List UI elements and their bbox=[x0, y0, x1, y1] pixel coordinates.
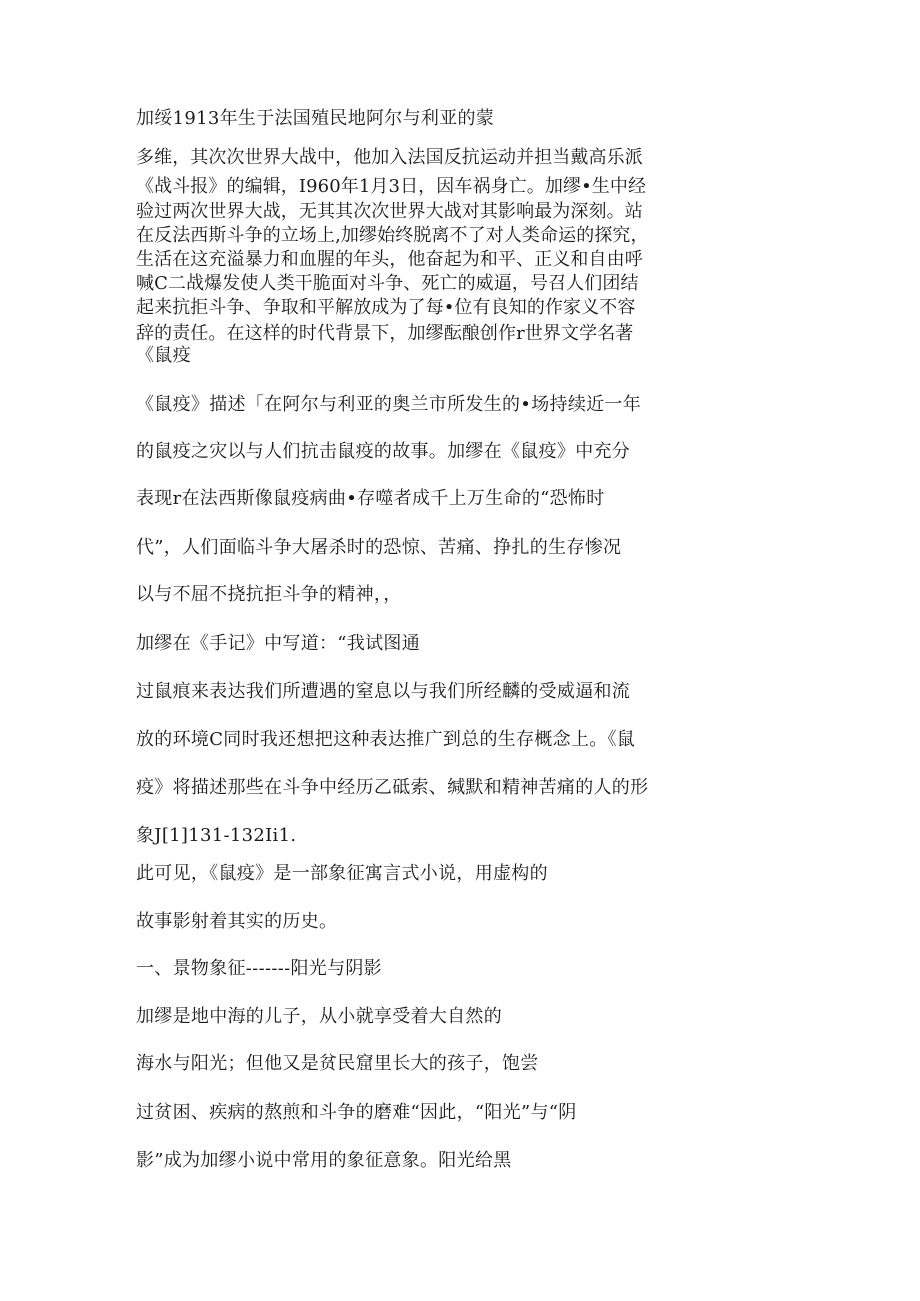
text-line: 影”成为加缪小说中常用的象征意象。阳光给黑 bbox=[136, 1150, 512, 1171]
text-line: 过鼠痕来表达我们所遭遇的窒息以与我们所经麟的受威逼和流 bbox=[136, 681, 631, 702]
text-line: 喊C二战爆发使人类干脆面对斗争、死亡的威逼，号召人们团结 bbox=[136, 273, 639, 294]
text-line: 验过两次世界大战，无其其次次世界大战对其影响最为深刻。站 bbox=[136, 201, 643, 222]
text-line: 代”，人们面临斗争大屠杀时的恐惊、苦痛、挣扎的生存惨况 bbox=[136, 537, 622, 558]
text-line: 加缪是地中海的儿子，从小就享受着大自然的 bbox=[136, 1006, 502, 1027]
text-line: 多维，其次次世界大战中，他加入法国反抗运动并担当戴高乐派 bbox=[136, 147, 643, 168]
section-heading: 一、景物象征-------阳光与阴影 bbox=[136, 958, 382, 979]
text-line: 的鼠疫之灾以与人们抗击鼠疫的故事。加缪在《鼠疫》中充分 bbox=[136, 441, 631, 462]
text-line: 加缪在《手记》中写道：“我试图通 bbox=[136, 633, 421, 654]
text-line: 此可见，《鼠疫》是一部象征寓言式小说，用虚构的 bbox=[136, 863, 548, 884]
text-line: 故事影射着其实的历史。 bbox=[136, 911, 338, 932]
text-line: 过贫困、疾病的熬煎和斗争的磨难“因此，“阳光”与“阴 bbox=[136, 1102, 577, 1123]
text-line: 表现r在法西斯像鼠疫病曲•存噬者成千上万生命的“恐怖时 bbox=[136, 488, 605, 509]
text-line: 以与不屈不挠抗拒斗争的精神，， bbox=[136, 584, 402, 605]
text-line: 在反法西斯斗争的立场上,加缪始终脱离不了对人类命运的探究， bbox=[136, 225, 649, 246]
text-line: 加绥1913年生于法国殖民地阿尔与利亚的蒙 bbox=[136, 108, 495, 129]
text-line: 放的环境C同时我还想把这种表达推广到总的生存概念上。《鼠 bbox=[136, 729, 636, 750]
text-line: 生活在这充溢暴力和血腥的年头，他奋起为和平、正义和自由呼 bbox=[136, 249, 643, 270]
text-line: 《战斗报》的编辑，I960年1月3日，因车祸身亡。加缪•生中经 bbox=[136, 176, 647, 197]
text-line: 象J[1]131-132Ii1. bbox=[136, 825, 297, 846]
text-line: 《鼠疫 bbox=[136, 345, 191, 366]
text-line: 疫》将描述那些在斗争中经历乙砥索、缄默和精神苦痛的人的形 bbox=[136, 777, 649, 798]
text-line: 海水与阳光；但他又是贫民窟里长大的孩子，饱尝 bbox=[136, 1053, 539, 1074]
text-line: 《鼠疫》描述「在阿尔与利亚的奥兰市所发生的•场持续近一年 bbox=[136, 394, 642, 415]
text-line: 起来抗拒斗争、争取和平解放成为了每•位有良知的作家义不容 bbox=[136, 297, 636, 318]
text-line: 辞的责任。在这样的时代背景下，加缪酝酿创作r世界文学名著 bbox=[136, 323, 634, 344]
